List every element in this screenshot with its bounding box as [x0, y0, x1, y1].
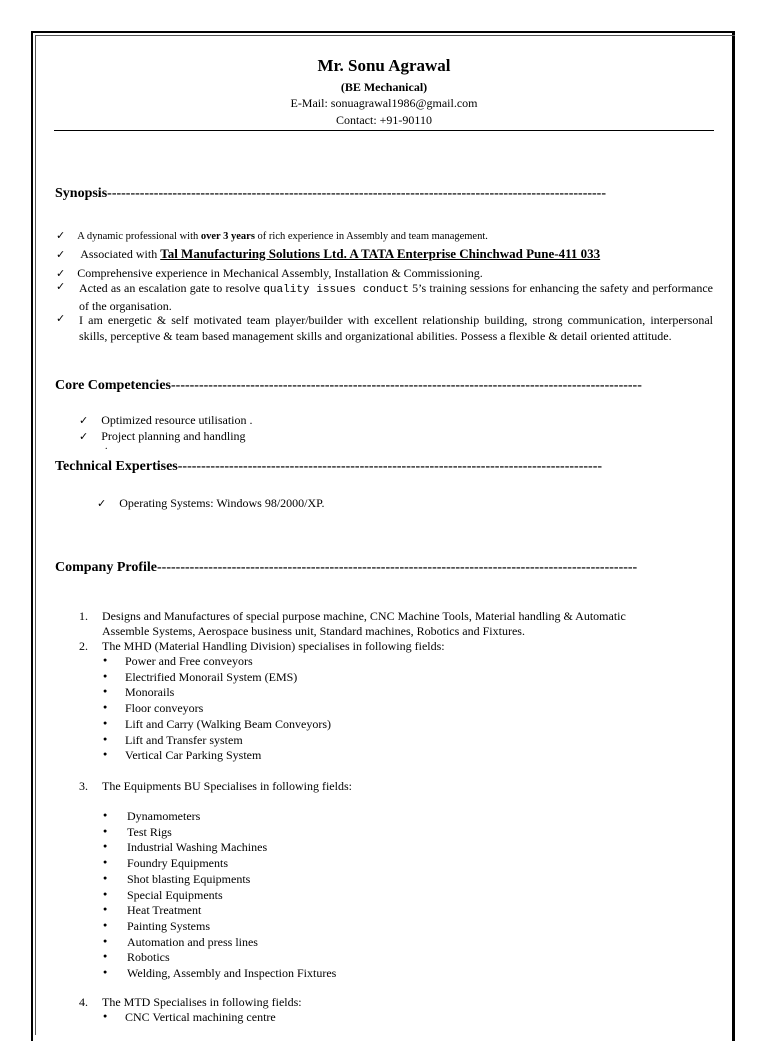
synopsis-heading: [55, 186, 606, 202]
company-num-1: 1.: [79, 609, 88, 623]
employer-link[interactable]: Tal Manufacturing Solutions Ltd. A TATA Enterprise Chinchwad Pune-411 033: [160, 246, 601, 261]
check-icon: ✓: [79, 430, 89, 443]
check-icon: ✓: [56, 312, 66, 325]
technical-item-1-text: Operating Systems: Windows 98/2000/XP.: [119, 496, 325, 510]
synopsis-item-4-mono: quality issues conduct: [263, 284, 409, 296]
bullet-icon: ●: [103, 968, 108, 976]
company-num-3: 3.: [79, 779, 88, 793]
equipments-item: Industrial Washing Machines: [127, 840, 268, 855]
core-dashes: -----------------------------------------------------------------------------------------------------: [171, 378, 642, 393]
check-icon: ✓: [56, 248, 66, 261]
synopsis-item-4-text: [79, 281, 713, 314]
technical-heading: [55, 459, 602, 475]
bullet-icon: ●: [103, 671, 108, 680]
core-item-2: [79, 427, 246, 445]
synopsis-title: Synopsis: [55, 186, 108, 201]
company-item-1-line-1: Designs and Manufactures of special purpose machine, CNC Machine Tools, Material handling & Automatic: [102, 609, 626, 623]
bullet-icon: ●: [103, 656, 108, 664]
bullet-icon: ●: [103, 936, 108, 945]
check-icon: ✓: [97, 497, 107, 510]
synopsis-item-1-pre: A dynamic professional with: [77, 231, 201, 242]
equipments-item: Welding, Assembly and Inspection Fixtures: [127, 966, 337, 980]
mhd-item: Power and Free conveyors: [125, 654, 253, 668]
equipments-item: Painting Systems: [127, 918, 211, 933]
mhd-item: Monorails: [125, 685, 175, 700]
synopsis-item-1: [56, 226, 488, 244]
check-icon: ✓: [56, 229, 66, 242]
mhd-item: Lift and Carry (Walking Beam Conveyors): [125, 716, 331, 731]
bullet-icon: ●: [103, 858, 108, 867]
equipments-item: Automation and press lines: [127, 934, 258, 949]
bullet-icon: ●: [103, 842, 108, 851]
qualification: (BE Mechanical): [340, 80, 428, 94]
company-num-2: 2.: [79, 639, 88, 653]
bullet-icon: ●: [103, 920, 108, 929]
synopsis-item-2-pre: Associated with: [80, 247, 161, 261]
mtd-item: CNC Vertical machining centre: [125, 1010, 276, 1024]
bullet-icon: ●: [103, 889, 108, 898]
mhd-item: Electrified Monorail System (EMS): [125, 669, 298, 684]
stray-dot: .: [105, 441, 108, 452]
core-item-1-text: Optimized resource utilisation .: [101, 413, 253, 427]
bullet-icon: ●: [103, 750, 108, 759]
check-icon: ✓: [56, 280, 66, 293]
check-icon: ✓: [79, 414, 89, 427]
equipments-item: Foundry Equipments: [127, 856, 228, 871]
core-title: Core Competencies: [55, 378, 171, 393]
email-line: E-Mail: sonuagrawal1986@gmail.com: [290, 96, 478, 110]
core-heading: [55, 378, 642, 394]
technical-dashes: -------------------------------------------------------------------------------------------: [177, 459, 603, 474]
header-divider: [54, 130, 714, 131]
bullet-icon: ●: [103, 703, 108, 712]
company-item-3-text: The Equipments BU Specialises in following fields:: [102, 779, 352, 793]
synopsis-item-4-post: 5’s training sessions for enhancing the safety and performance of the organisation.: [79, 281, 713, 313]
bullet-icon: ●: [103, 905, 108, 914]
company-dashes: -------------------------------------------------------------------------------------------------------: [157, 560, 638, 575]
synopsis-item-3-text: Comprehensive experience in Mechanical Assembly, Installation & Commissioning.: [77, 266, 483, 280]
bullet-icon: ●: [103, 1012, 108, 1020]
company-item-1-line-2: Assemble Systems, Aerospace business unit, Standard machines, Robotics and Fixtures.: [102, 624, 525, 638]
mhd-item: Floor conveyors: [125, 701, 204, 716]
company-item-4-text: The MTD Specialises in following fields:: [102, 995, 302, 1009]
equipments-item: Heat Treatment: [127, 903, 202, 918]
bullet-icon: ●: [103, 734, 108, 743]
bullet-icon: ●: [103, 718, 108, 727]
company-num-4: 4.: [79, 995, 88, 1009]
synopsis-item-1-post: of rich experience in Assembly and team management.: [254, 231, 488, 242]
check-icon: ✓: [56, 267, 66, 280]
bullet-icon: ●: [103, 811, 108, 819]
equipments-item: Test Rigs: [127, 824, 172, 839]
bullet-icon: ●: [103, 826, 108, 835]
core-item-2-text: Project planning and handling: [101, 429, 246, 443]
candidate-name: Mr. Sonu Agrawal: [317, 56, 451, 75]
technical-item-1: [97, 494, 325, 512]
bullet-icon: ●: [103, 687, 108, 696]
equipments-item: Special Equipments: [127, 887, 223, 902]
equipments-item: Dynamometers: [127, 809, 201, 823]
equipments-item: Shot blasting Equipments: [127, 871, 251, 886]
bullet-icon: ●: [103, 952, 108, 961]
synopsis-item-1-bold: over 3 years: [200, 231, 255, 242]
company-heading: [55, 560, 637, 576]
contact-line: Contact: +91-90110: [336, 113, 432, 127]
mhd-item: Lift and Transfer system: [125, 732, 243, 747]
bullet-icon: ●: [103, 873, 108, 882]
company-item-2-text: The MHD (Material Handling Division) specialises in following fields:: [102, 639, 445, 653]
equipments-item: Robotics: [127, 950, 170, 965]
synopsis-item-3: [56, 264, 483, 282]
synopsis-item-2: [56, 245, 600, 263]
mhd-item: Vertical Car Parking System: [125, 748, 262, 763]
synopsis-dashes: -----------------------------------------------------------------------------------------------------------: [107, 186, 607, 201]
synopsis-item-5-text: I am energetic & self motivated team player/builder with excellent relationship building, strong communication, interpersonal skills, perceptive & team based management skills and organizational abilities. Possess a flexible & detail oriented attitude.: [79, 313, 713, 343]
synopsis-item-4-pre: Acted as an escalation gate to resolve: [79, 281, 264, 295]
company-title: Company Profile: [55, 560, 158, 575]
technical-title: Technical Expertises: [55, 459, 178, 474]
